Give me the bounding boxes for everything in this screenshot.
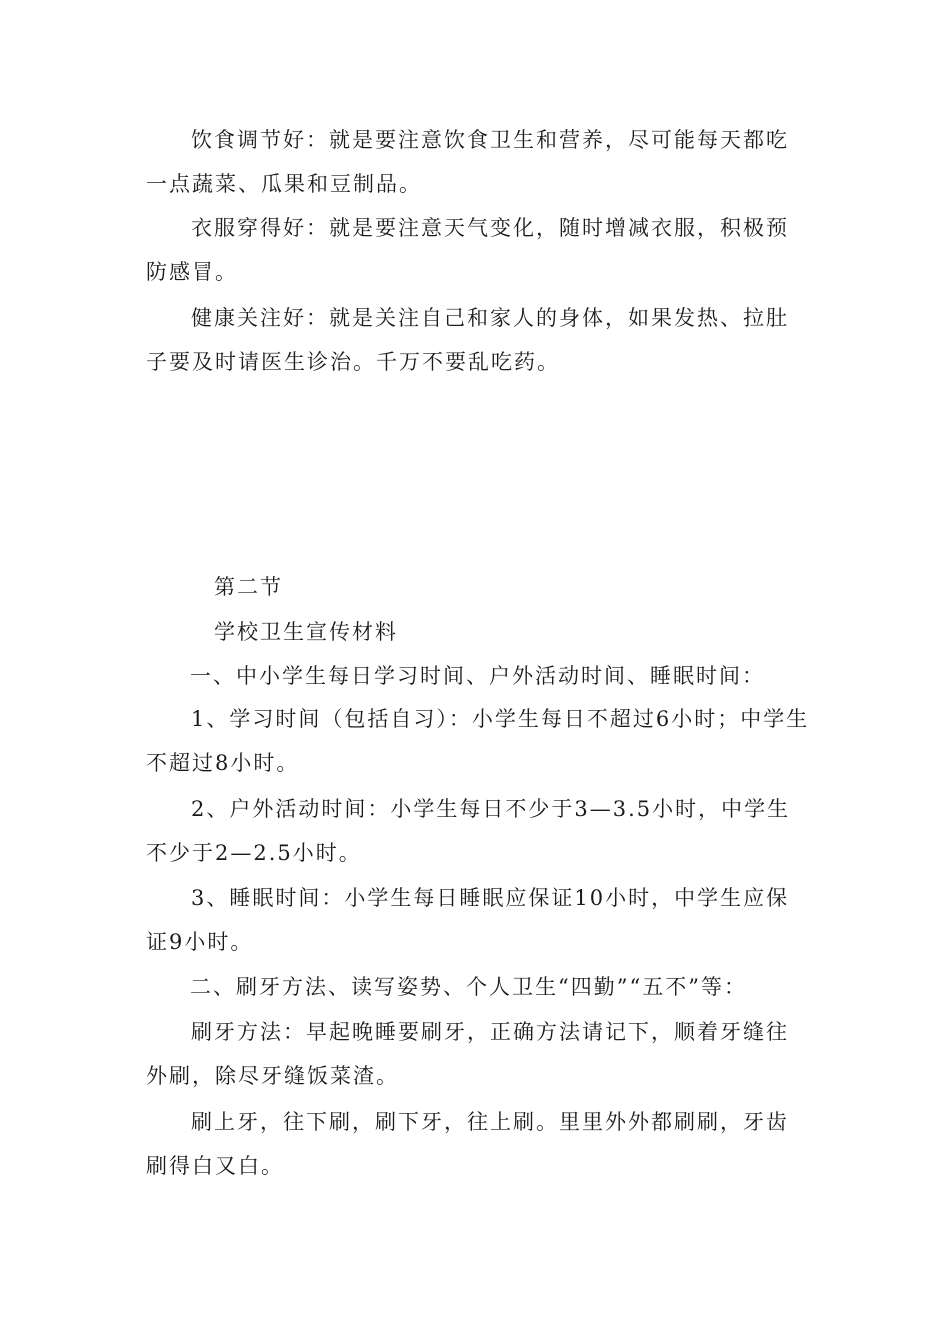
item2-brushing-rhyme: 刷上牙，往下刷，刷下牙，往上刷。里里外外都刷刷，牙齿刷得白又白。 bbox=[146, 1110, 789, 1178]
item1-sleep-time: 3、睡眠时间：小学生每日睡眠应保证10小时，中学生应保证9小时。 bbox=[146, 886, 790, 954]
item1-heading: 一、中小学生每日学习时间、户外活动时间、睡眠时间： bbox=[190, 664, 765, 688]
paragraph-clothing: 衣服穿得好：就是要注意天气变化，随时增减衣服，积极预防感冒。 bbox=[146, 216, 789, 284]
item2-heading: 二、刷牙方法、读写姿势、个人卫生“四勤”“五不”等： bbox=[190, 975, 747, 999]
section-number: 第二节 bbox=[214, 575, 283, 599]
section-title: 学校卫生宣传材料 bbox=[214, 620, 398, 644]
item1-study-time: 1、学习时间（包括自习）：小学生每日不超过6小时；中学生不超过8小时。 bbox=[146, 707, 810, 775]
item2-brushing-method: 刷牙方法：早起晚睡要刷牙，正确方法请记下，顺着牙缝往外刷，除尽牙缝饭菜渣。 bbox=[146, 1020, 789, 1088]
paragraph-health: 健康关注好：就是关注自己和家人的身体，如果发热、拉肚子要及时请医生诊治。千万不要乱吃药。 bbox=[146, 306, 789, 374]
paragraph-diet: 饮食调节好：就是要注意饮食卫生和营养，尽可能每天都吃一点蔬菜、瓜果和豆制品。 bbox=[146, 128, 789, 196]
item1-outdoor-time: 2、户外活动时间：小学生每日不少于3—3.5小时，中学生不少于2—2.5小时。 bbox=[146, 797, 791, 865]
